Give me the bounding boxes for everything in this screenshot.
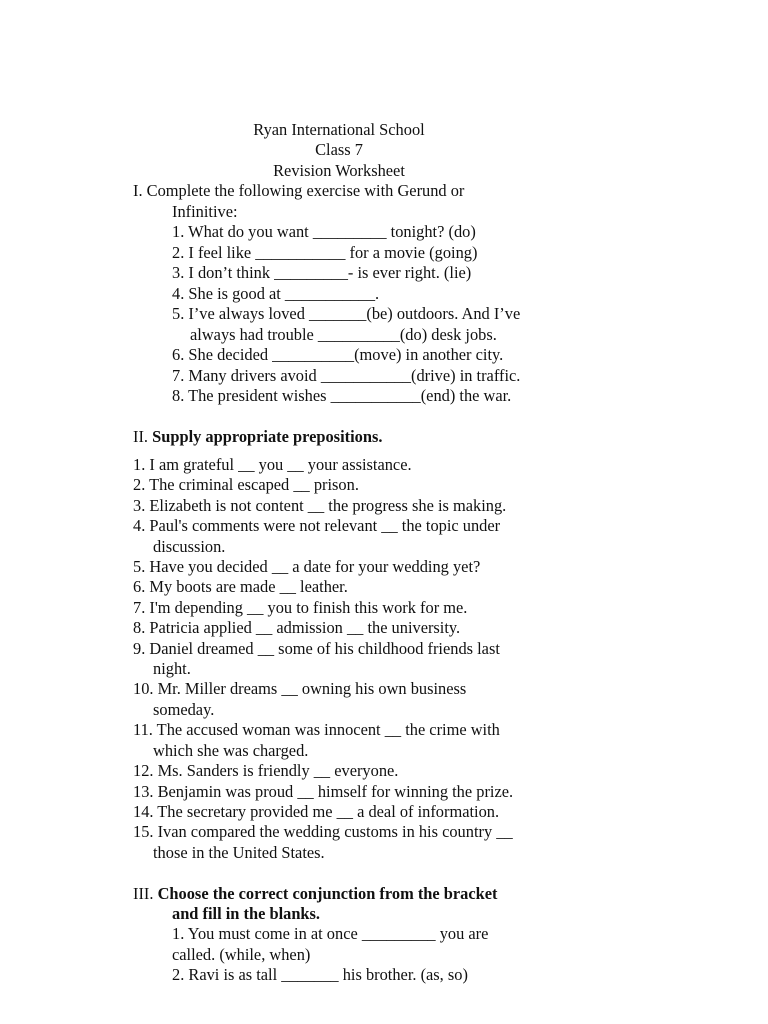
section2-item: 8. Patricia applied __ admission __ the university. <box>133 618 461 637</box>
section2-title: Supply appropriate prepositions. <box>152 427 383 446</box>
section2-item: 13. Benjamin was proud __ himself for winning the prize. <box>133 782 514 801</box>
section2-item: 1. I am grateful __ you __ your assistance. <box>133 455 412 474</box>
section2-item: 12. Ms. Sanders is friendly __ everyone. <box>133 761 399 780</box>
section2-item: 11. The accused woman was innocent __ the crime with <box>133 720 500 739</box>
section1-heading: I. Complete the following exercise with Gerund or <box>133 181 465 200</box>
section1-item: 5. I’ve always loved _______(be) outdoors. And I’ve <box>172 304 521 323</box>
section2-item-cont: someday. <box>153 700 215 719</box>
section2-item: 6. My boots are made __ leather. <box>133 577 348 596</box>
section1-item-cont: always had trouble __________(do) desk jobs. <box>190 325 497 344</box>
section3-heading <box>133 884 497 904</box>
section1-item: 8. The president wishes ___________(end) the war. <box>172 386 512 405</box>
section3-title: Choose the correct conjunction from the bracket <box>157 884 498 903</box>
section3-heading-cont <box>172 904 320 924</box>
section2-item: 3. Elizabeth is not content __ the progress she is making. <box>133 496 507 515</box>
worksheet-title: Revision Worksheet <box>273 161 405 180</box>
section1-item: 2. I feel like ___________ for a movie (going) <box>172 243 478 262</box>
section3-title-cont: and fill in the blanks. <box>172 904 321 923</box>
section2-item: 5. Have you decided __ a date for your wedding yet? <box>133 557 481 576</box>
section2-item-cont: night. <box>153 659 191 678</box>
section2-item: 15. Ivan compared the wedding customs in his country __ <box>133 822 513 841</box>
section2-item-cont: those in the United States. <box>153 843 325 862</box>
class-label: Class 7 <box>315 140 363 159</box>
section2-item: 2. The criminal escaped __ prison. <box>133 475 359 494</box>
section1-item: 3. I don’t think _________- is ever right. (lie) <box>172 263 472 282</box>
section3-item: 2. Ravi is as tall _______ his brother. (as, so) <box>172 965 468 984</box>
section2-item: 14. The secretary provided me __ a deal of information. <box>133 802 500 821</box>
section2-item-cont: which she was charged. <box>153 741 309 760</box>
section3-numeral: III. <box>133 884 154 903</box>
section2-item: 7. I'm depending __ you to finish this work for me. <box>133 598 468 617</box>
school-name: Ryan International School <box>253 120 425 139</box>
section2-heading <box>133 427 382 447</box>
section3-item-cont: called. (while, when) <box>172 945 311 964</box>
section2-numeral: II. <box>133 427 149 446</box>
section1-item: 4. She is good at ___________. <box>172 284 380 303</box>
section2-item: 9. Daniel dreamed __ some of his childhood friends last <box>133 639 500 658</box>
section3-item: 1. You must come in at once _________ you are <box>172 924 489 943</box>
section1-item: 6. She decided __________(move) in another city. <box>172 345 504 364</box>
section2-item-cont: discussion. <box>153 537 226 556</box>
section1-item: 1. What do you want _________ tonight? (do) <box>172 222 476 241</box>
section2-item: 10. Mr. Miller dreams __ owning his own business <box>133 679 467 698</box>
section2-item: 4. Paul's comments were not relevant __ the topic under <box>133 516 501 535</box>
section1-heading-cont: Infinitive: <box>172 202 238 221</box>
section1-item: 7. Many drivers avoid ___________(drive) in traffic. <box>172 366 521 385</box>
